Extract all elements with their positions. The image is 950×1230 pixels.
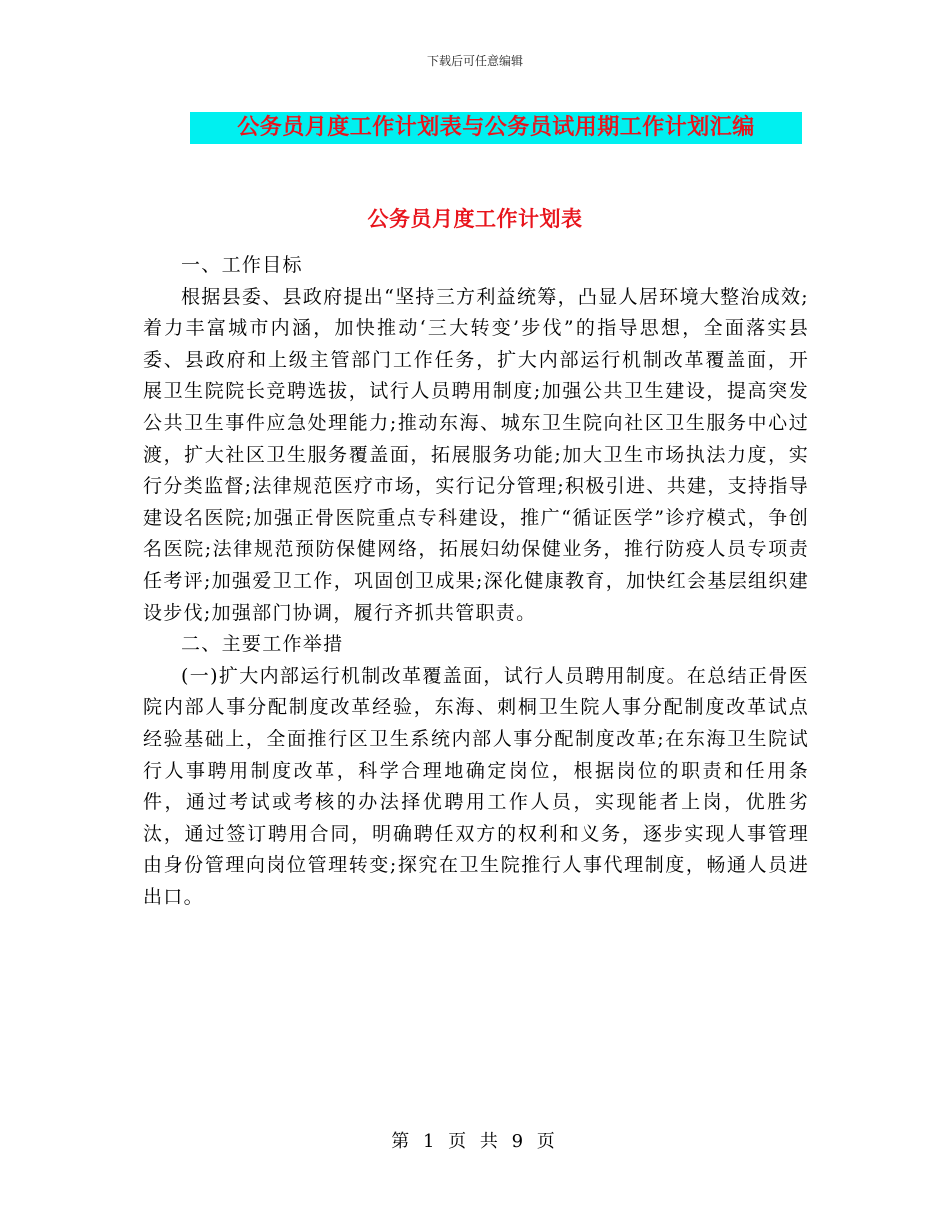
sub-title: 公务员月度工作计划表 [367, 207, 583, 231]
main-title: 公务员月度工作计划表与公务员试用期工作计划汇编 [237, 115, 755, 140]
section-heading-goals: 一、工作目标 [181, 254, 303, 276]
paragraph-measures-1: (一)扩大内部运行机制改革覆盖面，试行人员聘用制度。在总结正骨医院内部人事分配制度改革经验，东海、刺桐卫生院人事分配制度改革试点经验基础上，全面推行区卫生系统内部人事分配制度改革;在东海卫生院试行人事聘用制度改革，科学合理地确定岗位，根据岗位的职责和任用条件，通过考试或考核的办法择优聘用工作人员，实现能者上岗，优胜劣汰，通过签订聘用合同，明确聘任双方的权利和义务，逐步实现人事管理由身份管理向岗位管理转变;探究在卫生院推行人事代理制度，畅通人员进出口。 [143, 664, 809, 908]
document-body [143, 250, 809, 913]
paragraph-goals: 根据县委、县政府提出“坚持三方利益统筹，凸显人居环境大整治成效;着力丰富城市内涵，加快推动‘三大转变’步伐”的指导思想，全面落实县委、县政府和上级主管部门工作任务，扩大内部运行机制改革覆盖面，开展卫生院院长竞聘选拔，试行人员聘用制度;加强公共卫生建设，提高突发公共卫生事件应急处理能力;推动东海、城东卫生院向社区卫生服务中心过渡，扩大社区卫生服务覆盖面，拓展服务功能;加大卫生市场执法力度，实行分类监督;法律规范医疗市场，实行记分管理;积极引进、共建，支持指导建设名医院;加强正骨医院重点专科建设，推广“循证医学”诊疗模式，争创名医院;法律规范预防保健网络，拓展妇幼保健业务，推行防疫人员专项责任考评;加强爱卫工作，巩固创卫成果;深化健康教育，加快红会基层组织建设步伐;加强部门协调，履行齐抓共管职责。 [143, 285, 809, 624]
page-number-footer: 第 1 页 共 9 页 [391, 1131, 559, 1152]
section-heading-measures: 二、主要工作举措 [181, 633, 344, 656]
download-note: 下载后可任意编辑 [426, 54, 523, 68]
main-title-highlight [190, 112, 802, 144]
